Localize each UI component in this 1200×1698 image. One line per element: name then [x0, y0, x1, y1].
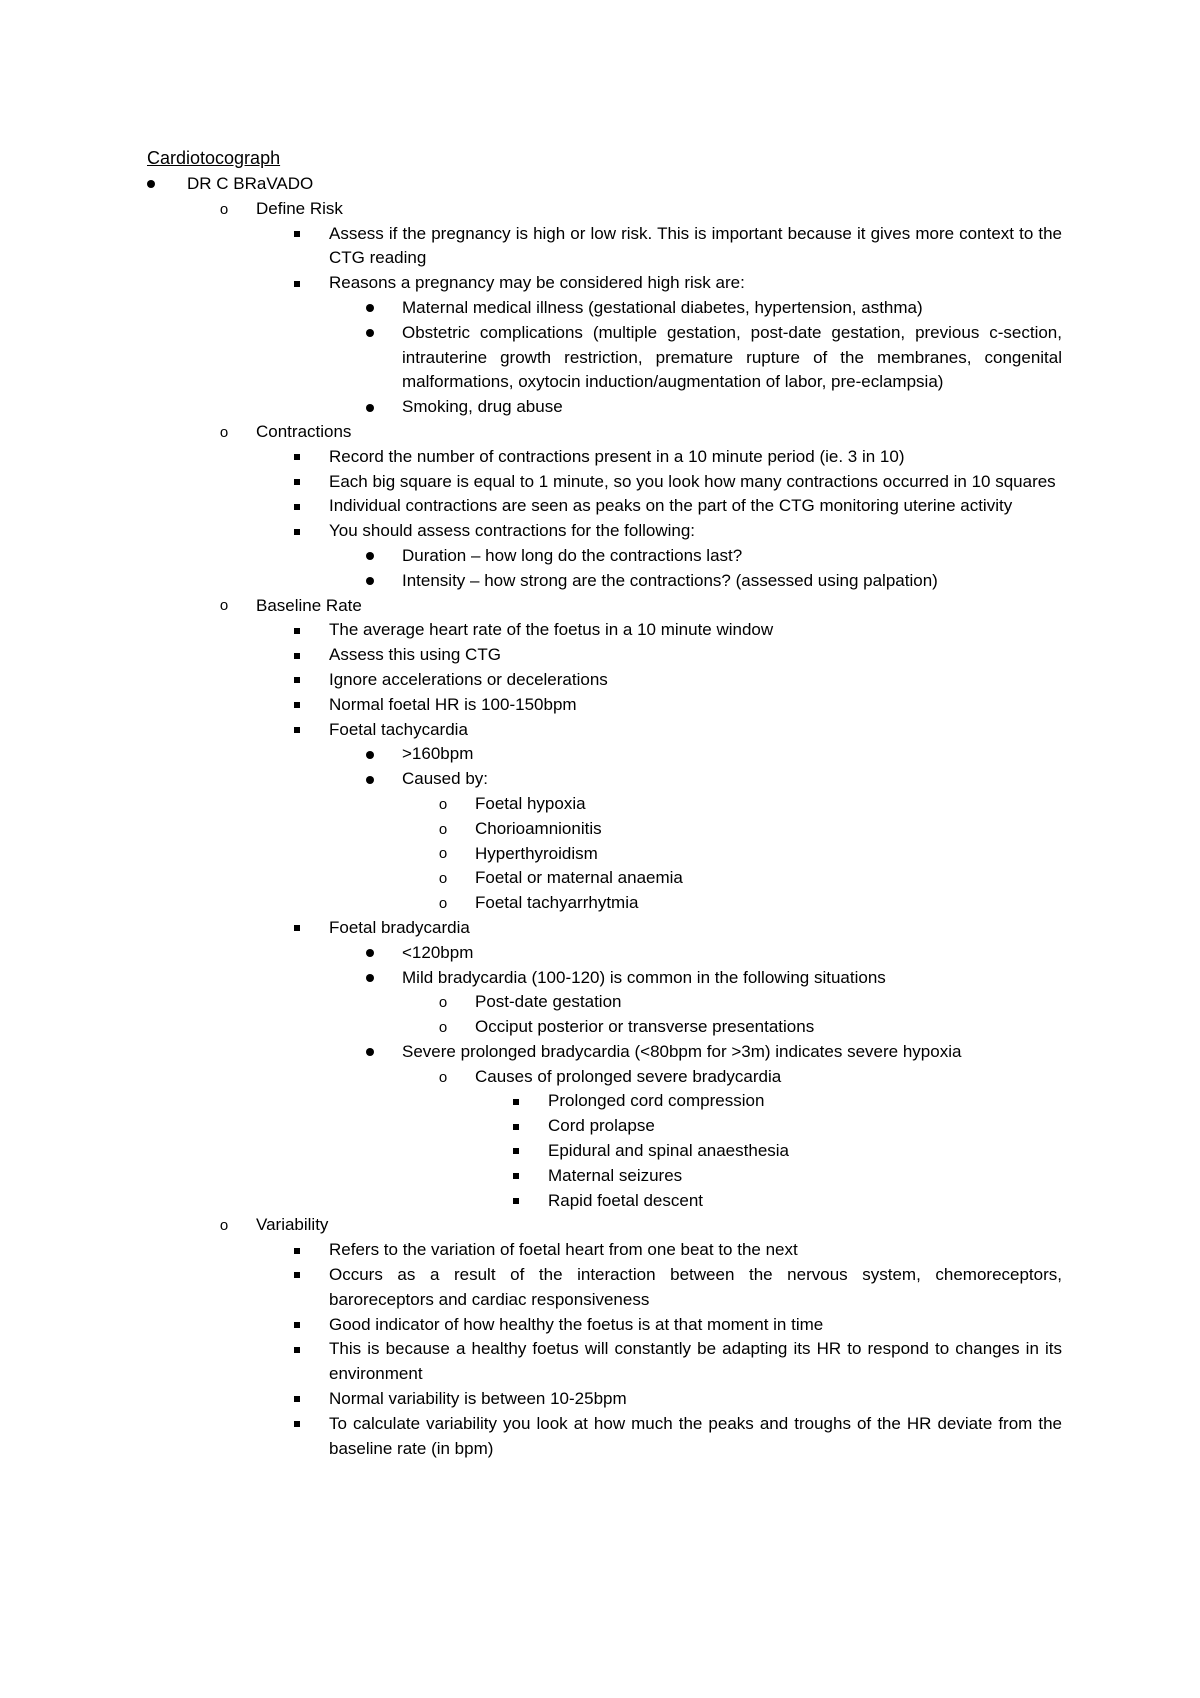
- bullet-circle-icon: o: [219, 200, 229, 218]
- list-item-text: Foetal tachycardia: [329, 719, 468, 739]
- list-item: [0, 569, 1200, 594]
- bullet-dot-icon: [363, 395, 377, 420]
- bullet-circle-icon: o: [438, 895, 448, 912]
- bullet-square-icon: [290, 445, 304, 470]
- bullet-circle-icon: o: [438, 795, 448, 813]
- bullet-dot-icon: [363, 544, 377, 569]
- bullet-circle-icon: o: [219, 1217, 229, 1235]
- bullet-circle-icon: o: [438, 820, 448, 838]
- bullet-dot-icon: [363, 1040, 377, 1065]
- list-item: [0, 668, 1200, 693]
- list-item-text: Ignore accelerations or decelerations: [329, 669, 608, 689]
- bullet-square-icon: [509, 1114, 523, 1139]
- bullet-square-icon: [509, 1089, 523, 1114]
- list-item: [0, 643, 1200, 668]
- bullet-circle-icon: o: [438, 1018, 448, 1036]
- list-item-text: DR C BRaVADO: [187, 174, 314, 193]
- bullet-dot-icon: [363, 321, 377, 346]
- list-item-text: Chorioamnionitis: [475, 818, 602, 838]
- bullet-circle-icon: o: [219, 597, 229, 615]
- bullet-square-icon: [290, 271, 304, 296]
- bullet-square-icon: [290, 470, 304, 495]
- bullet-square-icon: [290, 693, 304, 718]
- list-item-text: Cord prolapse: [548, 1116, 655, 1136]
- list-item-text: Caused by:: [402, 769, 488, 789]
- list-item: [0, 792, 1200, 817]
- bullet-square-icon: [290, 1337, 304, 1362]
- list-item: [0, 494, 1200, 519]
- list-item-text: Foetal hypoxia: [475, 793, 586, 813]
- list-item: [0, 445, 1200, 470]
- list-item-text: Hyperthyroidism: [475, 843, 598, 863]
- bullet-dot-icon: [363, 296, 377, 321]
- bullet-circle-icon: o: [438, 845, 448, 863]
- bullet-square-icon: [290, 494, 304, 519]
- list-item: [0, 1337, 1200, 1387]
- list-item: [0, 1263, 1200, 1313]
- list-item-text: Assess if the pregnancy is high or low risk. This is important because it gives more context to the CTG reading: [329, 223, 1062, 268]
- list-item: [0, 1114, 1200, 1139]
- bullet-square-icon: [290, 222, 304, 247]
- list-item-text: Severe prolonged bradycardia (<80bpm for >3m) indicates severe hypoxia: [402, 1041, 962, 1061]
- list-item: [0, 1139, 1200, 1164]
- list-item-text: Epidural and spinal anaesthesia: [548, 1141, 790, 1161]
- list-item: [0, 941, 1200, 966]
- list-item-text: Normal foetal HR is 100-150bpm: [329, 694, 577, 714]
- list-item-text: Duration – how long do the contractions last?: [402, 545, 743, 565]
- list-item-text: Mild bradycardia (100-120) is common in the following situations: [402, 967, 886, 987]
- list-item-text: Foetal tachyarrhytmia: [475, 893, 639, 913]
- bullet-dot-icon: [144, 172, 158, 197]
- bullet-dot-icon: [363, 767, 377, 792]
- list-item-text: Assess this using CTG: [329, 645, 501, 665]
- list-item-text: <120bpm: [402, 942, 474, 962]
- list-item-text: Normal variability is between 10-25bpm: [329, 1389, 627, 1409]
- list-item: [0, 842, 1200, 867]
- list-item: [0, 519, 1200, 544]
- list-item: [0, 718, 1200, 743]
- list-item: [0, 271, 1200, 296]
- list-item-text: Smoking, drug abuse: [402, 397, 563, 417]
- list-item-text: This is because a healthy foetus will constantly be adapting its HR to respond to changes in its environment: [329, 1339, 1062, 1384]
- list-item: [0, 1412, 1200, 1462]
- list-item: [0, 1213, 1200, 1238]
- bullet-circle-icon: o: [438, 994, 448, 1012]
- list-item-text: Good indicator of how healthy the foetus is at that moment in time: [329, 1314, 824, 1334]
- list-item: [0, 1313, 1200, 1338]
- list-item-text: Maternal seizures: [548, 1165, 683, 1185]
- bullet-square-icon: [290, 1238, 304, 1263]
- list-item-text: Contractions: [256, 421, 352, 441]
- bullet-circle-icon: o: [438, 870, 448, 888]
- list-item: [0, 395, 1200, 420]
- list-item-text: Record the number of contractions present in a 10 minute period (ie. 3 in 10): [329, 446, 905, 466]
- bullet-dot-icon: [363, 742, 377, 767]
- list-item: [0, 891, 1200, 916]
- list-item-text: Occiput posterior or transverse presentations: [475, 1017, 815, 1037]
- list-item: [0, 916, 1200, 941]
- list-item-text: >160bpm: [402, 744, 474, 764]
- list-item-text: Baseline Rate: [256, 595, 362, 615]
- list-item: [0, 296, 1200, 321]
- bullet-square-icon: [290, 1387, 304, 1412]
- list-item: [0, 1164, 1200, 1189]
- bullet-square-icon: [290, 1263, 304, 1288]
- list-item: [0, 1065, 1200, 1090]
- list-item: [0, 1189, 1200, 1214]
- list-item-text: Define Risk: [256, 198, 343, 218]
- list-item-text: Each big square is equal to 1 minute, so you look how many contractions occurred in 10 squares: [329, 471, 1056, 491]
- bullet-square-icon: [509, 1164, 523, 1189]
- list-item-text: Obstetric complications (multiple gestation, post-date gestation, previous c-section, intrauterine growth restriction, premature rupture of the membranes, congenital malformations, oxytocin induction/augmentation of labor, pre-eclampsia): [402, 322, 1062, 392]
- list-item: [0, 1015, 1200, 1040]
- bullet-square-icon: [509, 1139, 523, 1164]
- outline-list: [0, 172, 1200, 1461]
- bullet-square-icon: [290, 718, 304, 743]
- list-item: [0, 594, 1200, 619]
- bullet-square-icon: [290, 519, 304, 544]
- list-item-text: Intensity – how strong are the contractions? (assessed using palpation): [402, 570, 938, 590]
- list-item: [0, 420, 1200, 445]
- list-item: [0, 1238, 1200, 1263]
- list-item: [0, 1040, 1200, 1065]
- list-item: [0, 222, 1200, 272]
- list-item: [0, 1387, 1200, 1412]
- bullet-square-icon: [290, 1412, 304, 1437]
- list-item-text: Causes of prolonged severe bradycardia: [475, 1066, 782, 1086]
- list-item: [0, 470, 1200, 495]
- list-item-text: You should assess contractions for the following:: [329, 521, 696, 541]
- list-item-text: Maternal medical illness (gestational diabetes, hypertension, asthma): [402, 297, 923, 317]
- list-item: [0, 817, 1200, 842]
- list-item: [0, 866, 1200, 891]
- list-item: [0, 990, 1200, 1015]
- bullet-square-icon: [509, 1189, 523, 1214]
- list-item: [0, 742, 1200, 767]
- bullet-dot-icon: [363, 941, 377, 966]
- list-item: [0, 321, 1200, 395]
- list-item-text: Post-date gestation: [475, 992, 622, 1012]
- list-item: [0, 172, 1200, 197]
- bullet-square-icon: [290, 668, 304, 693]
- list-item-text: Prolonged cord compression: [548, 1091, 765, 1111]
- bullet-circle-icon: o: [219, 423, 229, 441]
- list-item: [0, 693, 1200, 718]
- bullet-square-icon: [290, 1313, 304, 1338]
- list-item-text: Occurs as a result of the interaction between the nervous system, chemoreceptors, baroreceptors and cardiac responsiveness: [329, 1265, 1062, 1309]
- list-item: [0, 966, 1200, 991]
- list-item: [0, 1089, 1200, 1114]
- bullet-circle-icon: o: [438, 1068, 448, 1086]
- list-item-text: Individual contractions are seen as peaks on the part of the CTG monitoring uterine activity: [329, 496, 1013, 516]
- bullet-square-icon: [290, 618, 304, 643]
- bullet-dot-icon: [363, 966, 377, 991]
- list-item-text: The average heart rate of the foetus in a 10 minute window: [329, 620, 774, 640]
- list-item-text: Variability: [256, 1215, 329, 1235]
- list-item: [0, 544, 1200, 569]
- list-item-text: To calculate variability you look at how much the peaks and troughs of the HR deviate from the baseline rate (in bpm): [329, 1413, 1062, 1458]
- list-item-text: Foetal bradycardia: [329, 917, 470, 937]
- list-item-text: Reasons a pregnancy may be considered high risk are:: [329, 273, 745, 293]
- list-item: [0, 767, 1200, 792]
- bullet-dot-icon: [363, 569, 377, 594]
- list-item: [0, 197, 1200, 222]
- document-title: Cardiotocograph: [147, 148, 281, 168]
- list-item: [0, 618, 1200, 643]
- list-item-text: Foetal or maternal anaemia: [475, 868, 683, 888]
- list-item-text: Rapid foetal descent: [548, 1190, 703, 1210]
- list-item-text: Refers to the variation of foetal heart from one beat to the next: [329, 1240, 798, 1260]
- bullet-square-icon: [290, 916, 304, 941]
- bullet-square-icon: [290, 643, 304, 668]
